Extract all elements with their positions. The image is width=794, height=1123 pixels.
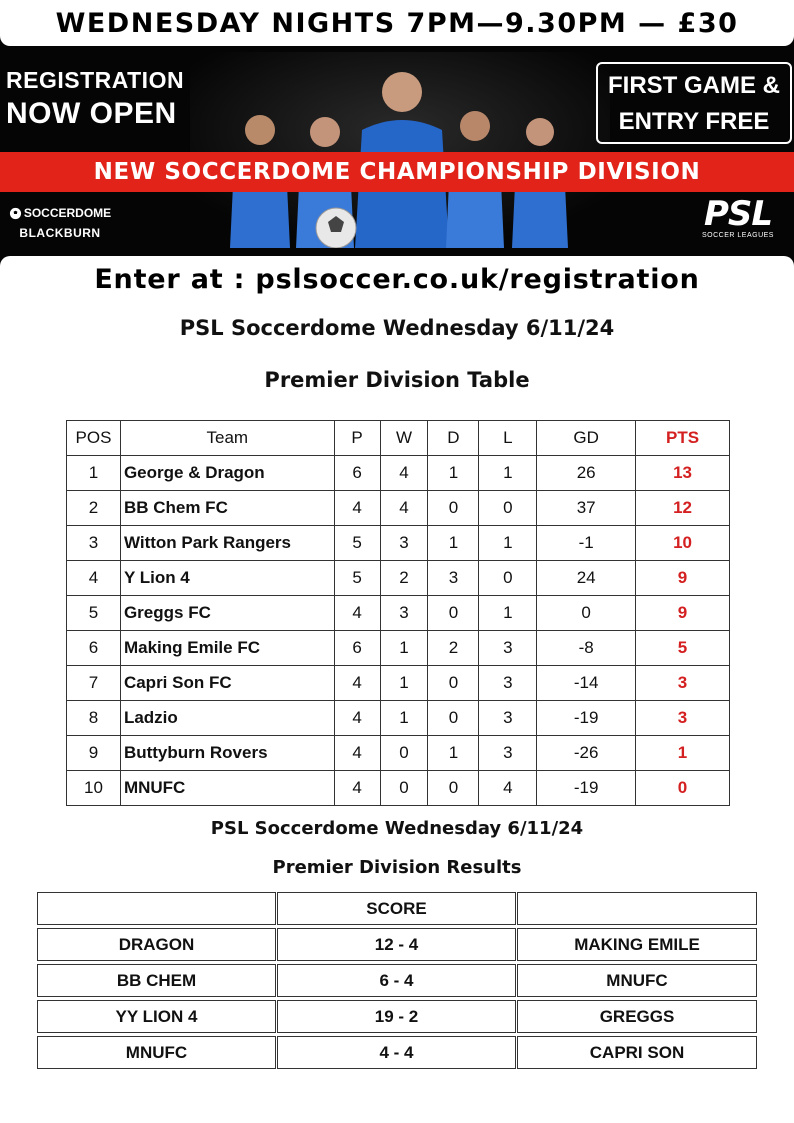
promo-banner: [0, 0, 794, 302]
result-away-team: MAKING EMILE: [517, 928, 757, 961]
row-drawn: 3: [428, 561, 479, 596]
table-row: [67, 631, 730, 666]
result-score: 6 - 4: [277, 964, 516, 997]
result-score: 12 - 4: [277, 928, 516, 961]
row-points: 5: [636, 631, 730, 666]
row-team: Greggs FC: [120, 596, 334, 631]
row-played: 6: [334, 631, 380, 666]
row-drawn: 0: [428, 596, 479, 631]
result-row: [37, 1036, 759, 1072]
registration-line-1: REGISTRATION: [6, 67, 185, 93]
row-drawn: 0: [428, 701, 479, 736]
results-header-row: [37, 892, 759, 928]
row-team: Y Lion 4: [120, 561, 334, 596]
row-pos: 3: [67, 526, 121, 561]
table-row: [67, 666, 730, 701]
row-played: 4: [334, 666, 380, 701]
row-team: MNUFC: [120, 771, 334, 806]
result-home-team: DRAGON: [37, 928, 276, 961]
table-row: [67, 736, 730, 771]
row-team: Ladzio: [120, 701, 334, 736]
free-line-2: ENTRY FREE: [618, 108, 770, 135]
table-row: [67, 596, 730, 631]
result-home-team: MNUFC: [37, 1036, 276, 1069]
result-away-team: MNUFC: [517, 964, 757, 997]
row-team: George & Dragon: [120, 456, 334, 491]
registration-url-strip: Enter at : pslsoccer.co.uk/registration: [0, 256, 794, 302]
championship-division-bar: NEW SOCCERDOME CHAMPIONSHIP DIVISION: [0, 152, 794, 192]
row-pos: 1: [67, 456, 121, 491]
row-drawn: 1: [428, 526, 479, 561]
result-row: [37, 1000, 759, 1036]
psl-logo: [692, 196, 784, 239]
row-won: 0: [380, 771, 428, 806]
table-row: [67, 561, 730, 596]
row-team: BB Chem FC: [120, 491, 334, 526]
table-row: [67, 526, 730, 561]
header-played: P: [334, 421, 380, 456]
results-header-home: [37, 892, 276, 925]
row-goal-difference: -14: [537, 666, 636, 701]
row-lost: 1: [479, 596, 537, 631]
psl-logo-text: PSL: [703, 194, 773, 234]
row-points: 10: [636, 526, 730, 561]
row-pos: 9: [67, 736, 121, 771]
row-drawn: 0: [428, 491, 479, 526]
psl-logo-subtext: SOCCER LEAGUES: [702, 232, 774, 239]
row-lost: 1: [479, 526, 537, 561]
row-lost: 3: [479, 701, 537, 736]
premier-division-table: [66, 420, 730, 806]
row-lost: 0: [479, 561, 537, 596]
schedule-price-strip: WEDNESDAY NIGHTS 7PM—9.30PM — £30: [0, 0, 794, 46]
row-pos: 8: [67, 701, 121, 736]
first-game-free-box: [596, 62, 792, 144]
table-date-heading: PSL Soccerdome Wednesday 6/11/24: [179, 316, 615, 340]
row-team: Making Emile FC: [120, 631, 334, 666]
soccer-ball-icon: [9, 207, 22, 220]
players-photo: [190, 52, 610, 248]
result-away-team: CAPRI SON: [517, 1036, 757, 1069]
row-drawn: 0: [428, 771, 479, 806]
results-date-heading: PSL Soccerdome Wednesday 6/11/24: [210, 818, 584, 839]
row-played: 5: [334, 561, 380, 596]
header-won: W: [380, 421, 428, 456]
header-drawn: D: [428, 421, 479, 456]
row-lost: 0: [479, 491, 537, 526]
row-pos: 2: [67, 491, 121, 526]
row-team: Buttyburn Rovers: [120, 736, 334, 771]
soccerdome-logo-line-1: SOCCERDOME: [23, 206, 112, 220]
table-row: [67, 771, 730, 806]
row-played: 6: [334, 456, 380, 491]
row-points: 3: [636, 666, 730, 701]
result-row: [37, 964, 759, 1000]
result-home-team: YY LION 4: [37, 1000, 276, 1033]
result-away-team: GREGGS: [517, 1000, 757, 1033]
row-points: 13: [636, 456, 730, 491]
row-played: 5: [334, 526, 380, 561]
row-goal-difference: -26: [537, 736, 636, 771]
row-pos: 10: [67, 771, 121, 806]
row-pos: 6: [67, 631, 121, 666]
row-points: 9: [636, 596, 730, 631]
row-points: 3: [636, 701, 730, 736]
row-pos: 5: [67, 596, 121, 631]
row-lost: 1: [479, 456, 537, 491]
row-lost: 3: [479, 736, 537, 771]
row-points: 12: [636, 491, 730, 526]
row-goal-difference: 26: [537, 456, 636, 491]
row-points: 1: [636, 736, 730, 771]
table-header-row: [67, 421, 730, 456]
row-goal-difference: 24: [537, 561, 636, 596]
row-goal-difference: -1: [537, 526, 636, 561]
row-goal-difference: -19: [537, 771, 636, 806]
row-drawn: 1: [428, 456, 479, 491]
header-team: Team: [120, 421, 334, 456]
results-title: Premier Division Results: [272, 857, 522, 878]
result-score: 4 - 4: [277, 1036, 516, 1069]
row-lost: 4: [479, 771, 537, 806]
row-points: 0: [636, 771, 730, 806]
row-team: Capri Son FC: [120, 666, 334, 701]
row-won: 1: [380, 631, 428, 666]
row-drawn: 1: [428, 736, 479, 771]
row-played: 4: [334, 596, 380, 631]
table-title: Premier Division Table: [264, 368, 530, 392]
row-team: Witton Park Rangers: [120, 526, 334, 561]
table-row: [67, 701, 730, 736]
row-drawn: 2: [428, 631, 479, 666]
row-goal-difference: -8: [537, 631, 636, 666]
row-played: 4: [334, 736, 380, 771]
row-played: 4: [334, 491, 380, 526]
row-played: 4: [334, 701, 380, 736]
table-row: [67, 456, 730, 491]
row-won: 1: [380, 701, 428, 736]
registration-open-text: [6, 66, 184, 134]
result-row: [37, 928, 759, 964]
table-row: [67, 491, 730, 526]
row-won: 3: [380, 526, 428, 561]
result-home-team: BB CHEM: [37, 964, 276, 997]
results-header-away: [517, 892, 757, 925]
soccerdome-logo-line-2: BLACKBURN: [19, 226, 101, 240]
row-goal-difference: 37: [537, 491, 636, 526]
header-lost: L: [479, 421, 537, 456]
registration-line-2: NOW OPEN: [6, 97, 177, 130]
soccerdome-logo: [4, 206, 116, 240]
row-won: 3: [380, 596, 428, 631]
results-header-score: SCORE: [277, 892, 516, 925]
header-goal-difference: GD: [537, 421, 636, 456]
row-won: 1: [380, 666, 428, 701]
row-won: 4: [380, 456, 428, 491]
row-played: 4: [334, 771, 380, 806]
row-pos: 7: [67, 666, 121, 701]
row-lost: 3: [479, 631, 537, 666]
row-pos: 4: [67, 561, 121, 596]
header-pos: POS: [67, 421, 121, 456]
row-won: 0: [380, 736, 428, 771]
free-line-1: FIRST GAME &: [608, 72, 780, 99]
row-won: 4: [380, 491, 428, 526]
row-goal-difference: -19: [537, 701, 636, 736]
row-lost: 3: [479, 666, 537, 701]
row-points: 9: [636, 561, 730, 596]
header-points: PTS: [636, 421, 730, 456]
result-score: 19 - 2: [277, 1000, 516, 1033]
row-won: 2: [380, 561, 428, 596]
row-drawn: 0: [428, 666, 479, 701]
row-goal-difference: 0: [537, 596, 636, 631]
